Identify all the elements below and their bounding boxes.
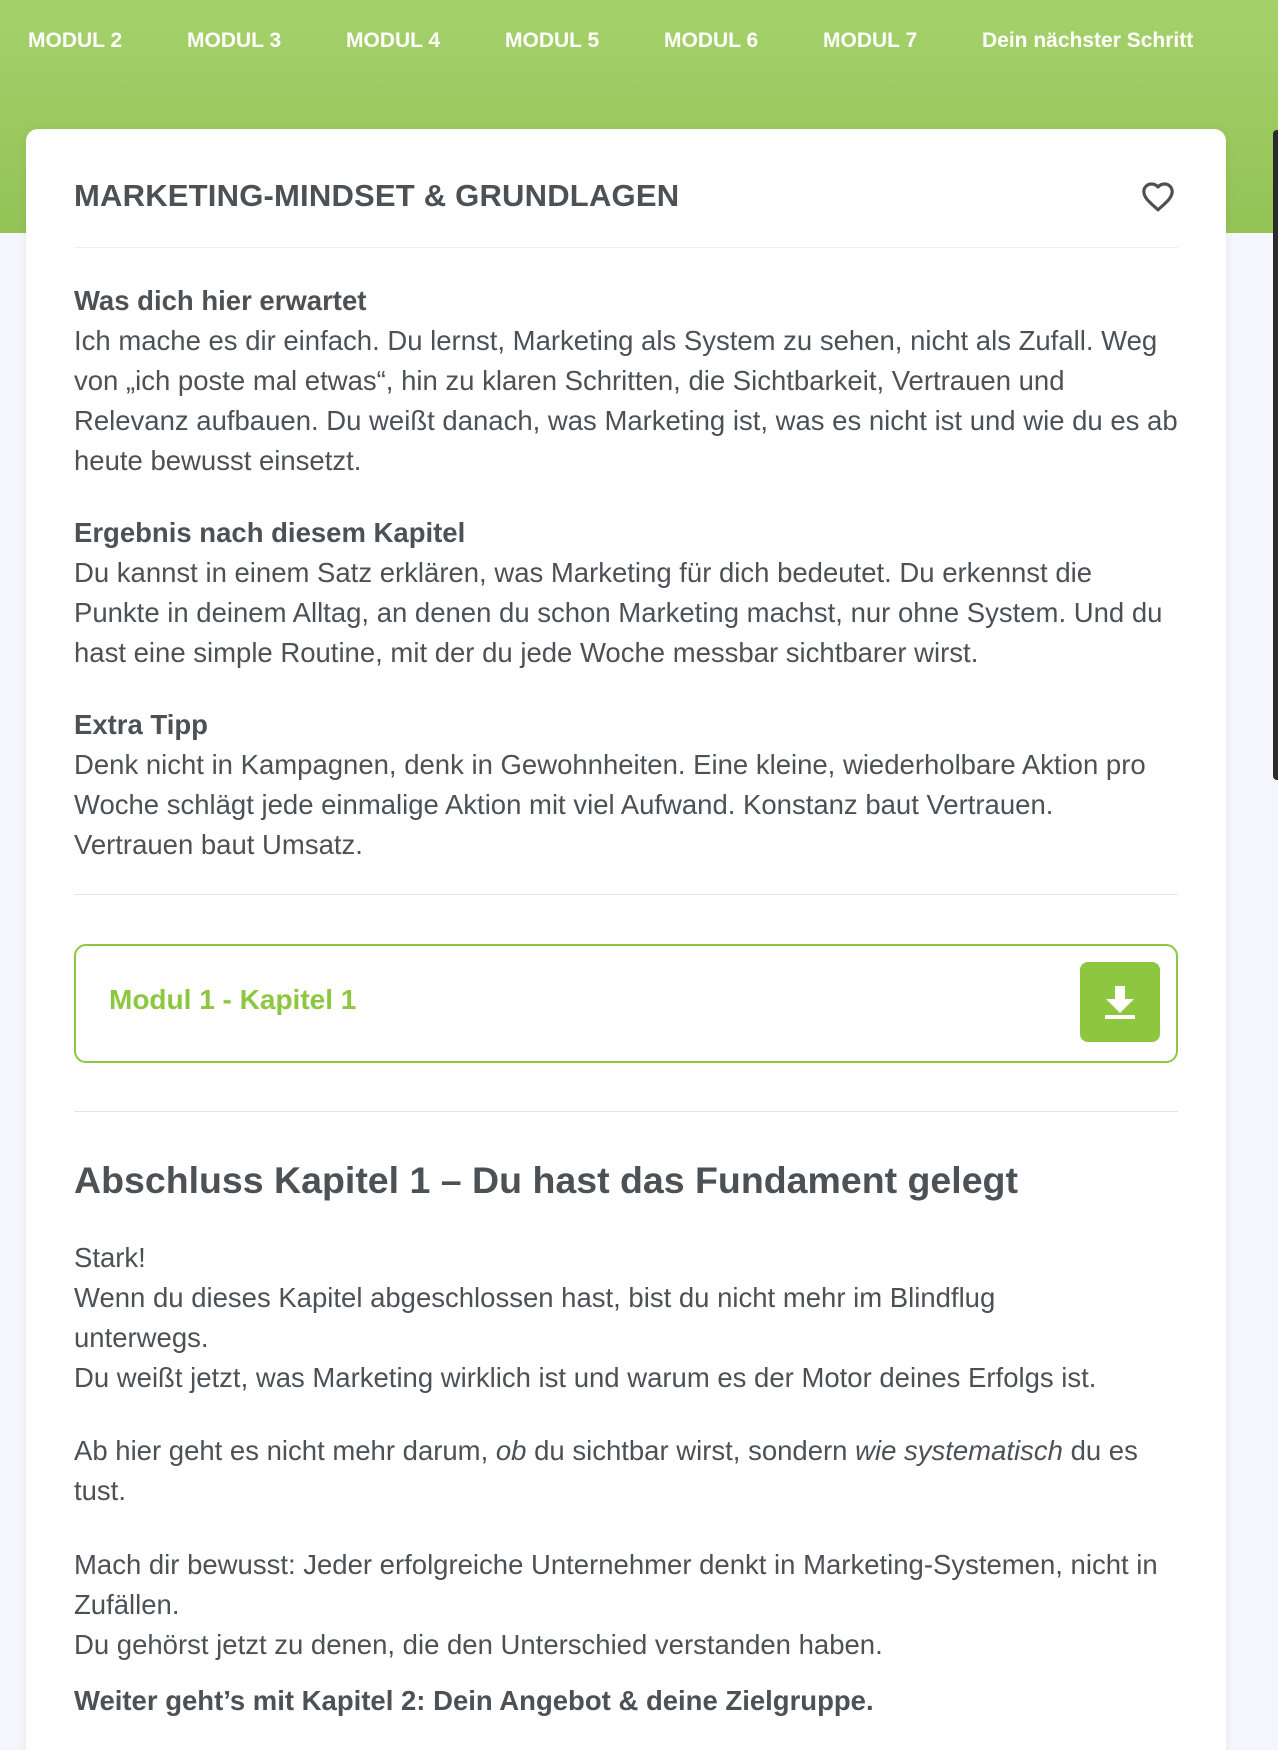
closing-line: Du weißt jetzt, was Marketing wirklich ist und warum es der Motor deines Erfolgs ist. — [74, 1362, 1097, 1393]
emphasis-text: wie systematisch — [855, 1435, 1063, 1466]
download-label: Modul 1 - Kapitel 1 — [109, 984, 357, 1015]
text-segment: Ab hier geht es nicht mehr darum, — [74, 1435, 496, 1466]
closing-line: Du gehörst jetzt zu denen, die den Unterschied verstanden haben. — [74, 1629, 883, 1660]
heart-outline-icon[interactable] — [1138, 176, 1178, 216]
nav-item-modul-4[interactable]: MODUL 4 — [346, 29, 441, 52]
nav-item-modul-3[interactable]: MODUL 3 — [187, 29, 282, 52]
scrollbar-edge[interactable] — [1273, 130, 1278, 780]
section-extra-tip — [74, 705, 1178, 865]
nav-item-next-step[interactable]: Dein nächster Schritt — [982, 29, 1194, 52]
text-segment: du es tust. — [74, 1435, 1138, 1506]
closing-line: Stark! — [74, 1242, 146, 1273]
next-chapter-text: Weiter geht’s mit Kapitel 2: Dein Angebot & deine Zielgruppe. — [74, 1685, 874, 1716]
text-segment: du sichtbar wirst, sondern — [526, 1435, 856, 1466]
divider — [74, 247, 1178, 248]
chapter-card — [26, 129, 1226, 1750]
divider — [74, 894, 1178, 895]
nav-item-modul-6[interactable]: MODUL 6 — [664, 29, 759, 52]
download-attachment[interactable] — [74, 944, 1178, 1063]
closing-title: Abschluss Kapitel 1 – Du hast das Fundament gelegt — [74, 1159, 1018, 1201]
closing-line: Mach dir bewusst: Jeder erfolgreiche Unternehmer denkt in Marketing-Systemen, nicht in Zufällen. — [74, 1549, 1158, 1620]
section-text: Du kannst in einem Satz erklären, was Marketing für dich bedeutet. Du erkennst die Punkte in deinem Alltag, an denen du schon Marketing machst, nur ohne System. Und du hast eine simple Routine, mit der du jede Woche messbar sichtbarer wirst. — [74, 557, 1163, 668]
section-text: Denk nicht in Kampagnen, denk in Gewohnheiten. Eine kleine, wiederholbare Aktion pro Woche schlägt jede einmalige Aktion mit viel Aufwand. Konstanz baut Vertrauen. Vertrauen baut Umsatz. — [74, 749, 1146, 860]
emphasis-text: ob — [495, 1435, 527, 1466]
module-nav — [28, 26, 1193, 56]
closing-line: Wenn du dieses Kapitel abgeschlossen hast, bist du nicht mehr im Blindflug unterwegs. — [74, 1282, 996, 1353]
section-text: Ich mache es dir einfach. Du lernst, Marketing als System zu sehen, nicht als Zufall. Weg von „ich poste mal etwas“, hin zu klaren Schritten, die Sichtbarkeit, Vertrauen und Relevanz aufbauen. Du weißt danach, was Marketing ist, was es nicht ist und wie du es ab heute bewusst einsetzt. — [74, 325, 1178, 476]
section-heading: Extra Tipp — [74, 709, 208, 740]
download-icon — [1103, 984, 1137, 1020]
nav-item-modul-2[interactable]: MODUL 2 — [28, 29, 123, 52]
divider — [74, 1111, 1178, 1112]
section-expectations — [74, 281, 1178, 481]
closing-paragraph-2 — [74, 1431, 1178, 1511]
card-header — [74, 176, 1178, 216]
section-heading: Was dich hier erwartet — [74, 285, 367, 316]
card-title: MARKETING-MINDSET & GRUNDLAGEN — [74, 178, 680, 213]
closing-paragraph-3 — [74, 1545, 1178, 1665]
section-heading: Ergebnis nach diesem Kapitel — [74, 517, 466, 548]
download-button[interactable] — [1080, 962, 1160, 1042]
closing-paragraph-1 — [74, 1238, 1178, 1398]
section-result — [74, 513, 1178, 673]
nav-item-modul-5[interactable]: MODUL 5 — [505, 29, 600, 52]
nav-item-modul-7[interactable]: MODUL 7 — [823, 29, 918, 52]
next-chapter-teaser — [74, 1681, 1178, 1721]
